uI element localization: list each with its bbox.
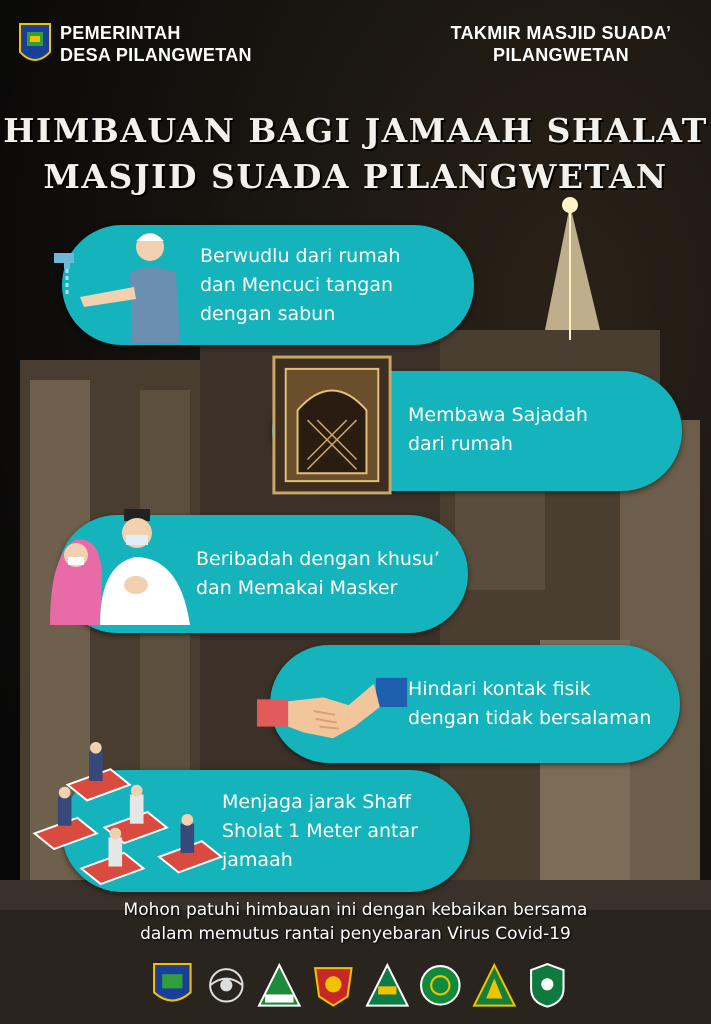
header-right	[441, 22, 681, 66]
washing-hands-icon	[50, 225, 190, 345]
praying-masked-people-icon	[40, 495, 200, 635]
banser-logo-icon	[472, 962, 517, 1009]
partner-logos	[150, 960, 570, 1010]
distanced-prayer-icon	[28, 740, 224, 886]
demak-logo-icon	[150, 962, 195, 1009]
header-org-line2: DESA PILANGWETAN	[60, 45, 252, 65]
header-org-line1: PEMERINTAH	[60, 23, 181, 43]
nu-logo-icon	[204, 962, 249, 1009]
advice-5-line1: Menjaga jarak Shaff	[222, 791, 412, 813]
muslimat-nu-logo-icon	[418, 962, 463, 1009]
advice-1-line3: dengan sabun	[200, 303, 336, 325]
advice-item-wudhu	[62, 225, 474, 345]
advice-2-line1: Membawa Sajadah	[408, 404, 588, 426]
demak-regency-emblem-icon	[18, 22, 52, 68]
ipnu-logo-icon	[311, 962, 356, 1009]
advice-1-line2: dan Mencuci tangan	[200, 274, 394, 296]
handshake-icon	[254, 672, 412, 750]
ishari-logo-icon	[525, 962, 570, 1009]
advice-4-line2: dengan tidak bersalaman	[408, 707, 652, 729]
ansor-logo-icon	[257, 962, 302, 1009]
advice-3-line1: Beribadah dengan khusu’	[196, 548, 440, 570]
advice-5-line3: jamaah	[222, 849, 293, 871]
advice-5-line2: Sholat 1 Meter antar	[222, 820, 418, 842]
header-takmir-line2: PILANGWETAN	[493, 45, 629, 65]
title-line2: MASJID SUADA PILANGWETAN	[43, 157, 668, 196]
header-left	[18, 22, 252, 68]
advice-1-line1: Berwudlu dari rumah	[200, 245, 401, 267]
advice-4-line1: Hindari kontak fisik	[408, 678, 591, 700]
footer-message	[0, 898, 711, 946]
header-takmir-line1: TAKMIR MASJID SUADA’	[450, 23, 672, 43]
page-title	[0, 108, 711, 200]
advice-3-line2: dan Memakai Masker	[196, 577, 398, 599]
footer-line2: dalam memutus rantai penyebaran Virus Covid-19	[140, 924, 571, 944]
footer-line1: Mohon patuhi himbauan ini dengan kebaikan bersama	[123, 900, 588, 920]
title-line1: HIMBAUAN BAGI JAMAAH SHALAT	[3, 111, 708, 150]
advice-2-line2: dari rumah	[408, 433, 513, 455]
prayer-mat-icon	[268, 350, 396, 500]
fatayat-logo-icon	[365, 962, 410, 1009]
